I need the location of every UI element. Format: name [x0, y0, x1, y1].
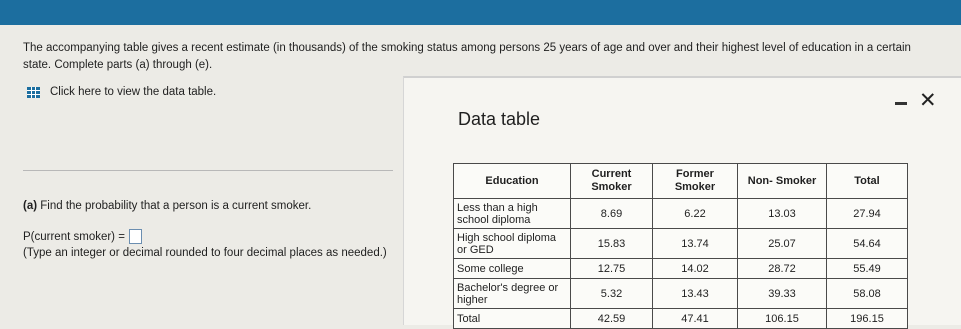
table-cell: 5.32 — [571, 279, 653, 309]
table-row — [454, 199, 908, 229]
table-cell: 13.74 — [653, 229, 738, 259]
table-cell: 15.83 — [571, 229, 653, 259]
rounding-note: (Type an integer or decimal rounded to four decimal places as needed.) — [23, 247, 387, 259]
minimize-icon[interactable] — [895, 102, 907, 105]
table-cell: 47.41 — [653, 309, 738, 329]
table-row — [454, 309, 908, 329]
table-row — [454, 229, 908, 259]
smoking-data-table — [453, 163, 908, 329]
header-total: Total — [827, 164, 908, 199]
table-cell: 39.33 — [738, 279, 827, 309]
table-cell: High school diploma or GED — [454, 229, 571, 259]
table-cell: 8.69 — [571, 199, 653, 229]
popup-title: Data table — [458, 109, 541, 129]
close-icon[interactable]: ✕ — [919, 89, 937, 112]
table-row — [454, 279, 908, 309]
answer-row — [23, 229, 142, 244]
table-cell: Total — [454, 309, 571, 329]
table-cell: 6.22 — [653, 199, 738, 229]
table-cell: Less than a high school diploma — [454, 199, 571, 229]
part-a-prompt — [23, 200, 311, 212]
table-cell: 106.15 — [738, 309, 827, 329]
question-text: The accompanying table gives a recent estimate (in thousands) of the smoking status among persons 25 years of age and over and their highest level of education in a certain state. Complete parts (a) through (e). — [23, 42, 911, 71]
table-cell: 42.59 — [571, 309, 653, 329]
answer-input[interactable] — [129, 229, 142, 244]
table-cell: 12.75 — [571, 259, 653, 279]
table-header-row — [454, 164, 908, 199]
part-a-text: Find the probability that a person is a current smoker. — [40, 200, 312, 212]
header-education: Education — [454, 164, 571, 199]
table-cell: 13.03 — [738, 199, 827, 229]
table-cell: 55.49 — [827, 259, 908, 279]
header-former-smoker: Former Smoker — [653, 164, 738, 199]
table-cell: Some college — [454, 259, 571, 279]
view-data-table-label[interactable]: Click here to view the data table. — [50, 86, 217, 98]
header-current-smoker: Current Smoker — [571, 164, 653, 199]
table-cell: 25.07 — [738, 229, 827, 259]
table-cell: 27.94 — [827, 199, 908, 229]
table-cell: 54.64 — [827, 229, 908, 259]
divider — [23, 170, 393, 171]
top-bar — [0, 0, 961, 25]
table-row — [454, 259, 908, 279]
table-cell: Bachelor's degree or higher — [454, 279, 571, 309]
view-data-table-link[interactable] — [27, 86, 216, 98]
table-cell: 28.72 — [738, 259, 827, 279]
table-cell: 58.08 — [827, 279, 908, 309]
header-non-smoker: Non- Smoker — [738, 164, 827, 199]
table-cell: 14.02 — [653, 259, 738, 279]
table-cell: 196.15 — [827, 309, 908, 329]
table-cell: 13.43 — [653, 279, 738, 309]
grid-icon[interactable] — [27, 87, 40, 98]
part-a-letter: (a) — [23, 200, 38, 212]
answer-label: P(current smoker) = — [23, 230, 125, 243]
